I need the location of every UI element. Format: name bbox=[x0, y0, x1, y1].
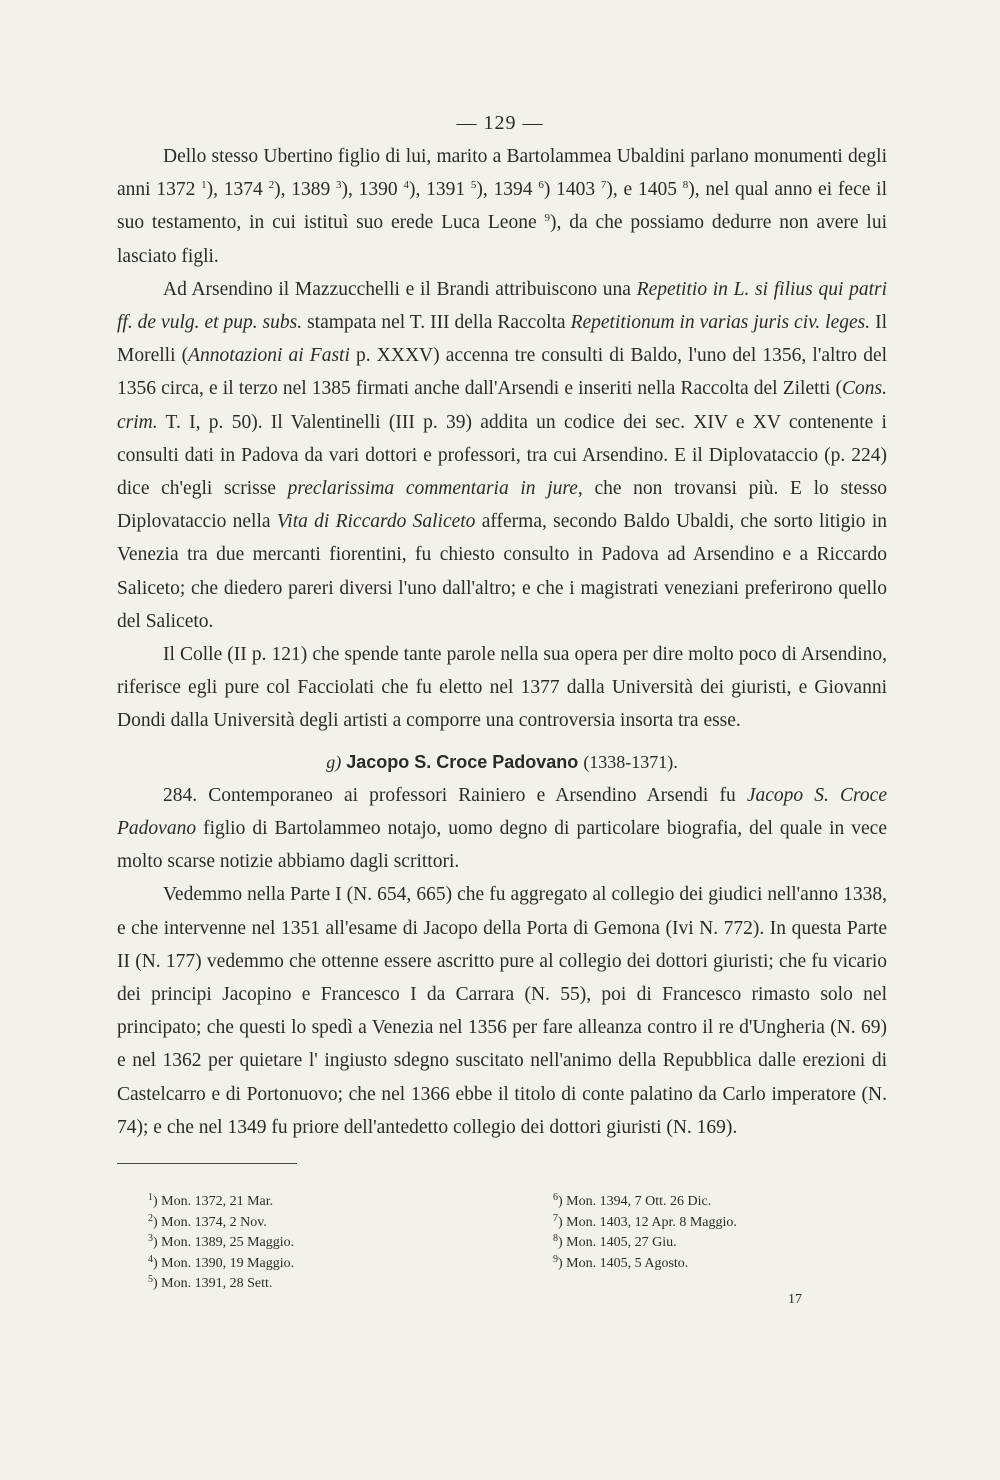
body-text bbox=[117, 140, 887, 1144]
footnote: $^2$) Mon. 1374, 2 Nov. bbox=[148, 1212, 267, 1230]
paragraph: Il Colle (II p. 121) che spende tante parole nella sua opera per dire molto poco di Arsendino, riferisce egli pure col Facciolati che fu eletto nel 1377 dalla Università dei giuristi, e Giovanni Dondi dalla Università degli artisti a comporre una controversia insorta tra esse. bbox=[117, 644, 887, 732]
signature-mark: 17 bbox=[788, 1292, 802, 1307]
page-number: — 129 — bbox=[456, 112, 544, 134]
footnotes-left bbox=[148, 1192, 294, 1295]
section-heading: g) Jacopo S. Croce Padovano (1338-1371). bbox=[326, 751, 678, 772]
footnote: $^9$) Mon. 1405, 5 Agosto. bbox=[553, 1253, 689, 1271]
footnote: $^5$) Mon. 1391, 28 Sett. bbox=[148, 1274, 273, 1291]
paragraph: Dello stesso Ubertino figlio di lui, marito a Bartolammea Ubaldini parlano monumenti degli anni 1372 $^1$), 1374 $^2$), 1389 $^3$), 1390 $^4$), 1391 $^5$), 1394 $^6$) 1403 $^7$), e 1405 $^8$), nel qual anno ei fece il suo testamento, in cui istituì suo erede Luca Leone $^9$), da che possiamo dedurre non avere lui lasciato figli. bbox=[117, 146, 888, 267]
footnote: $^8$) Mon. 1405, 27 Giu. bbox=[553, 1233, 677, 1250]
footnote: $^3$) Mon. 1389, 25 Maggio. bbox=[148, 1233, 295, 1250]
footnote-divider bbox=[117, 1163, 297, 1164]
footnote: $^1$) Mon. 1372, 21 Mar. bbox=[148, 1192, 274, 1209]
footnotes-right bbox=[553, 1192, 737, 1274]
footnote: $^7$) Mon. 1403, 12 Apr. 8 Maggio. bbox=[553, 1212, 737, 1230]
paragraph: 284. Contemporaneo ai professori Rainiero e Arsendino Arsendi fu Jacopo S. Croce Padovano figlio di Bartolammeo notajo, uomo degno di particolare biografia, del quale in vece molto scarse notizie abbiamo dagli scrittori. bbox=[117, 784, 887, 873]
footnote: $^6$) Mon. 1394, 7 Ott. 26 Dic. bbox=[553, 1192, 712, 1209]
paragraph: Ad Arsendino il Mazzucchelli e il Brandi attribuiscono una Repetitio in L. si filius qui patri ff. de vulg. et pup. subs. stampata nel T. III della Raccolta Repetitionum in varias juris civ. leges. Il Morelli (Annotazioni ai Fasti p. XXXV) accenna tre consulti di Baldo, l'uno del 1356, l'altro del 1356 circa, e il terzo nel 1385 firmati anche dall'Arsendi e inseriti nella Raccolta del Ziletti (Cons. crim. T. I, p. 50). Il Valentinelli (III p. 39) addita un codice dei sec. XIV e XV contenente i consulti dati in Padova da vari dottori e professori, tra cui Arsendino. E il Diplovataccio (p. 224) dice ch'egli scrisse preclarissima commentaria in jure, che non trovansi più. E lo stesso Diplovataccio nella Vita di Riccardo Saliceto afferma, secondo Baldo Ubaldi, che sorto litigio in Venezia tra due mercanti fiorentini, fu chiesto consulto in Padova ad Arsendino e a Riccardo Saliceto; che diedero pareri diversi l'uno dall'altro; e che i magistrati veneziani preferirono quello del Saliceto. bbox=[117, 278, 888, 632]
footnote: $^4$) Mon. 1390, 19 Maggio. bbox=[148, 1253, 295, 1271]
paragraph: Vedemmo nella Parte I (N. 654, 665) che fu aggregato al collegio dei giudici nell'anno 1338, e che intervenne nel 1351 all'esame di Jacopo della Porta di Gemona (Ivi N. 772). In questa Parte II (N. 177) vedemmo che ottenne essere ascritto pure al collegio dei dottori giuristi; che fu vicario dei principi Jacopino e Francesco I da Carrara (N. 55), poi di Francesco rimasto solo nel principato; che questi lo spedì a Venezia nel 1356 per fare alleanza contro il re d'Ungheria (N. 69) e nel 1362 per quietare l' ingiusto sdegno suscitato nell'animo della Repubblica dalle erezioni di Castelcarro e di Portonuovo; che nel 1366 ebbe il titolo di conte palatino da Carlo imperatore (N. 74); e che nel 1349 fu priore dell'antedetto collegio dei dottori giuristi (N. 169). bbox=[117, 884, 887, 1138]
